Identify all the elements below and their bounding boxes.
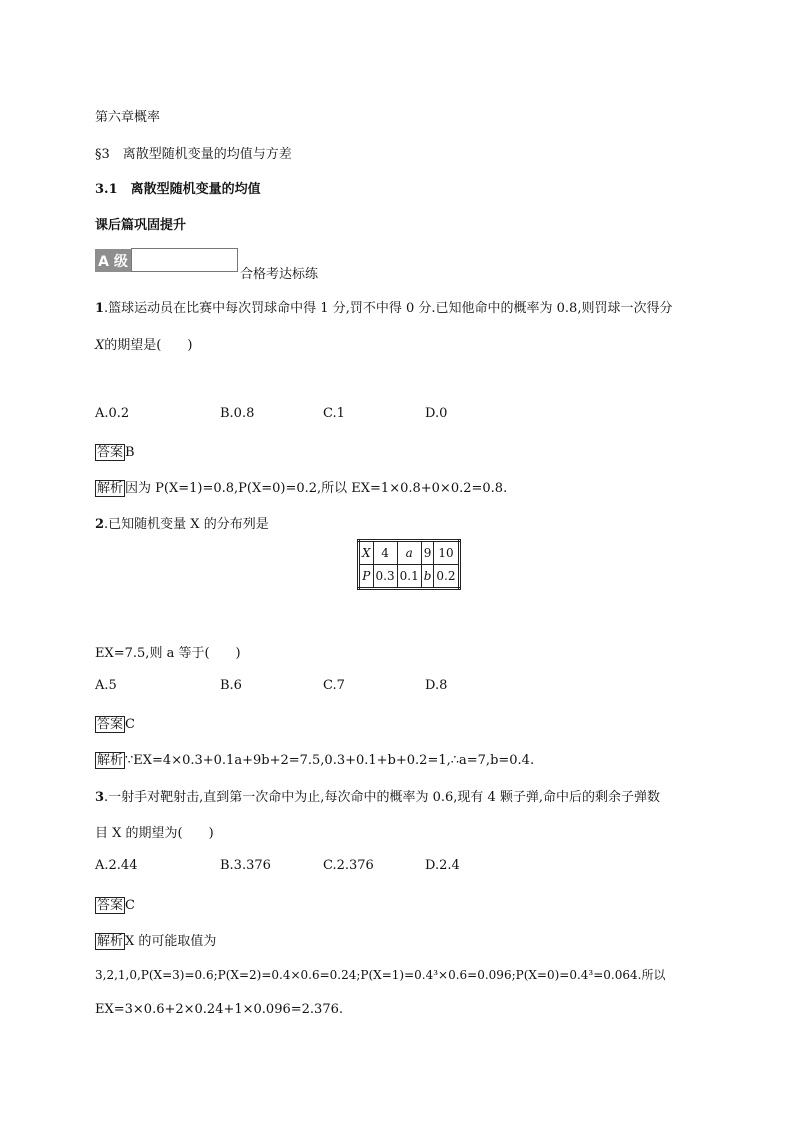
question-3-option-b: B.3.376	[220, 858, 271, 873]
question-3-option-c: C.2.376	[323, 858, 374, 873]
question-3-analysis-text: X 的可能取值为	[125, 934, 217, 949]
question-3-stem: 目 X 的期望为( )	[95, 826, 214, 841]
question-2-option-b: B.6	[220, 678, 242, 693]
answer-label: 答案	[97, 445, 124, 460]
table-row	[359, 565, 460, 589]
table-cell: X	[359, 541, 374, 565]
question-3-number: 3	[95, 790, 105, 805]
level-blank-box	[131, 248, 238, 272]
question-1-option-c: C.1	[323, 406, 345, 421]
question-2-number: 2	[95, 517, 105, 532]
question-1-stem: 的期望是( )	[104, 338, 193, 353]
question-3-text: .一射手对靶射击,直到第一次命中为止,每次命中的概率为 0.6,现有 4 颗子弹,命中后的剩余子弹数	[104, 790, 661, 805]
table-cell: P	[359, 565, 374, 589]
analysis-label: 解析	[97, 934, 124, 949]
question-2-line-1	[95, 513, 269, 532]
question-3-option-d: D.2.4	[425, 858, 460, 873]
question-1-analysis-text: 因为 P(X=1)=0.8,P(X=0)=0.2,所以 EX=1×0.8+0×0.2=0.8.	[125, 481, 508, 496]
question-2-stem: EX=7.5,则 a 等于( )	[95, 646, 241, 661]
question-1-answer-value: B	[125, 445, 135, 460]
question-1-line-2	[95, 334, 192, 353]
question-2-answer-value: C	[125, 717, 135, 732]
question-1-variable: X	[95, 338, 105, 353]
question-1-line-1	[95, 297, 672, 316]
practice-title: 课后篇巩固提升	[95, 218, 187, 233]
table-cell: a	[397, 541, 421, 565]
table-row	[359, 541, 460, 565]
question-2-text: .已知随机变量 X 的分布列是	[104, 517, 269, 532]
analysis-label: 解析	[97, 753, 124, 768]
question-2-analysis	[95, 749, 534, 768]
table-cell: 0.1	[397, 565, 421, 589]
question-3-option-a: A.2.44	[95, 858, 138, 873]
question-1-number: 1	[95, 301, 105, 316]
question-2-option-c: C.7	[323, 678, 345, 693]
question-1-option-a: A.0.2	[95, 406, 130, 421]
table-cell: 0.2	[434, 565, 459, 589]
table-cell: 0.3	[373, 565, 397, 589]
table-cell: 4	[373, 541, 397, 565]
distribution-table	[357, 539, 461, 590]
level-badge: A 级	[95, 249, 131, 272]
subsection-title: 3.1 离散型随机变量的均值	[95, 182, 261, 197]
question-1-text: .篮球运动员在比赛中每次罚球命中得 1 分,罚不中得 0 分.已知他命中的概率为 0.8,则罚球一次得分	[104, 301, 673, 316]
question-3-analysis-line-3: EX=3×0.6+2×0.24+1×0.096=2.376.	[95, 1002, 343, 1017]
question-1-analysis	[95, 477, 507, 496]
answer-label: 答案	[97, 898, 124, 913]
answer-label: 答案	[97, 717, 124, 732]
question-2-option-a: A.5	[95, 678, 117, 693]
question-3-answer	[95, 894, 135, 913]
question-2-answer	[95, 713, 135, 732]
question-1-option-d: D.0	[425, 406, 448, 421]
section-title: §3 离散型随机变量的均值与方差	[95, 147, 292, 162]
question-3-line-1	[95, 786, 660, 805]
question-3-answer-value: C	[125, 898, 135, 913]
question-3-analysis	[95, 930, 216, 949]
table-cell: 9	[421, 541, 434, 565]
table-cell: 10	[434, 541, 459, 565]
question-2-analysis-text: ∵EX=4×0.3+0.1a+9b+2=7.5,0.3+0.1+b+0.2=1,∴a=7,b=0.4.	[125, 753, 535, 768]
question-2-option-d: D.8	[425, 678, 448, 693]
question-3-analysis-line-2: 3,2,1,0,P(X=3)=0.6;P(X=2)=0.4×0.6=0.24;P(X=1)=0.4³×0.6=0.096;P(X=0)=0.4³=0.064.所以	[95, 968, 666, 982]
question-1-option-b: B.0.8	[220, 406, 255, 421]
level-title: 合格考达标练	[240, 267, 319, 282]
question-1-answer	[95, 441, 135, 460]
chapter-title: 第六章概率	[95, 110, 161, 125]
analysis-label: 解析	[97, 481, 124, 496]
table-cell: b	[421, 565, 434, 589]
